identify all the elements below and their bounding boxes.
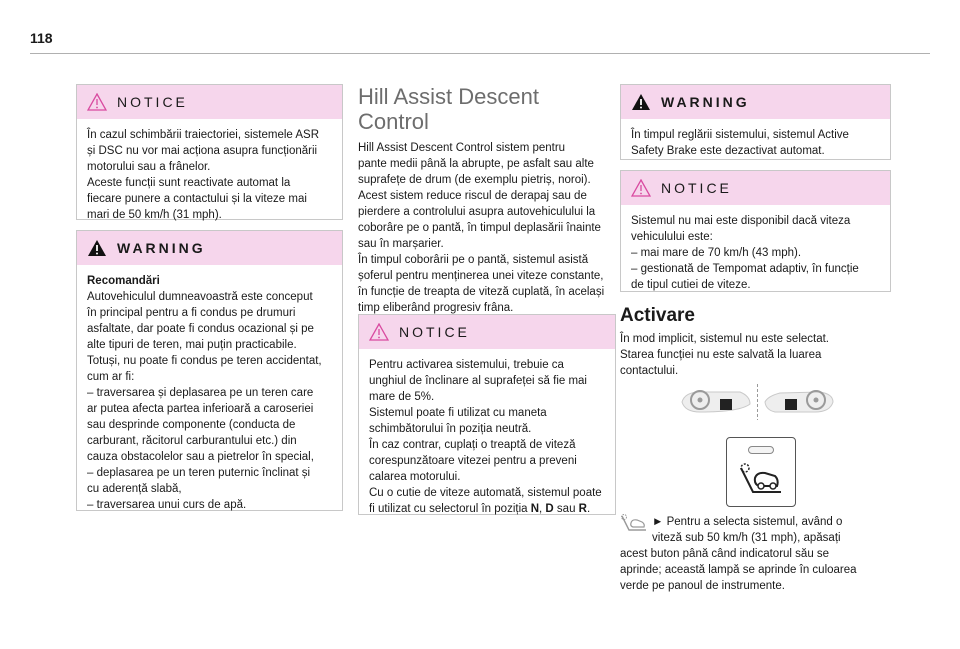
- text-line: Cu o cutie de viteze automată, sistemul poate: [369, 487, 602, 499]
- text-line: pierdere a controlului asupra autovehiculului la: [358, 206, 596, 218]
- text-line: În mod implicit, sistemul nu este selectat.: [620, 333, 829, 345]
- text-line: asfaltate, dar poate fi condus ocazional și pe: [87, 323, 314, 335]
- text-line: în funcție de treapta de viteză cuplată, în același: [358, 286, 605, 298]
- warning-triangle-icon: [631, 93, 651, 111]
- notice-label: NOTICE: [399, 324, 470, 340]
- notice-text: [621, 205, 890, 303]
- text-line: În caz contrar, cuplați o treaptă de viteză: [369, 439, 576, 451]
- indicator-lamp: [748, 446, 774, 454]
- text-line: Safety Brake este dezactivat automat.: [631, 145, 825, 157]
- section-title-line: Control: [358, 109, 429, 134]
- text-line: alte tipuri de teren, mai puțin practicabile.: [87, 339, 297, 351]
- notice-box-3: [620, 170, 891, 292]
- text-line: coborâre pe o pantă, în timpul deplasării înainte: [358, 222, 601, 234]
- text-line: ► Pentru a selecta sistemul, având o: [652, 516, 843, 528]
- warning-text: [621, 119, 890, 169]
- text-line: ar putea afecta partea inferioară a caroseriei: [87, 403, 314, 415]
- text-fragment: .: [586, 503, 591, 515]
- notice-label: NOTICE: [661, 180, 732, 196]
- text-line: cum ar fi:: [87, 371, 135, 383]
- text-line: schimbătorului în poziția neutră.: [369, 423, 532, 435]
- header-divider: [30, 53, 930, 54]
- text-line: unghiul de înclinare al suprafeței să fie mai: [369, 375, 587, 387]
- section-title: [358, 84, 628, 134]
- text-line: Starea funcției nu este salvată la luarea: [620, 349, 822, 361]
- instruction-text: [620, 514, 889, 594]
- notice-triangle-icon: [87, 93, 107, 111]
- text-fragment: fi utilizat cu selectorul în poziția: [369, 503, 531, 515]
- gear-position: N: [530, 503, 540, 515]
- hdc-button-illustration: [726, 437, 796, 507]
- text-line: sau desprinde componente (conducta de: [87, 419, 296, 431]
- text-line: suprafețe de drum (de exemplu pietriș, noroi).: [358, 174, 591, 186]
- text-line: Sistemul poate fi utilizat cu maneta: [369, 407, 547, 419]
- text-line: cu aderență slabă,: [87, 483, 182, 495]
- text-line: – mai mare de 70 km/h (43 mph).: [631, 247, 802, 259]
- text-line: În cazul schimbării traiectoriei, sistemele ASR: [87, 129, 319, 141]
- text-line: timp eliberând progresiv frâna.: [358, 302, 514, 314]
- warning-label: WARNING: [661, 94, 750, 110]
- page-number: 118: [30, 30, 53, 46]
- text-line: pante medii până la abrupte, pe asfalt sau alte: [358, 158, 594, 170]
- text-line: fiecare punere a contactului și la viteze mai: [87, 193, 307, 205]
- activare-heading: Activare: [620, 305, 695, 326]
- warning-triangle-icon: [87, 239, 107, 257]
- warning-header: [77, 231, 342, 265]
- hill-descent-icon: [735, 458, 785, 502]
- text-line: Sistemul nu mai este disponibil dacă viteza: [631, 215, 851, 227]
- notice-box-2: [358, 314, 616, 515]
- text-line: Autovehiculul dumneavoastră este conceput: [87, 291, 313, 303]
- text-line: în principal pentru a fi condus pe drumuri: [87, 307, 296, 319]
- notice-header: [359, 315, 615, 349]
- notice-header: [77, 85, 342, 119]
- warning-label: WARNING: [117, 240, 206, 256]
- text-line: acest buton până când indicatorul său se: [620, 548, 830, 560]
- text-line: În timpul reglării sistemului, sistemul Active: [631, 129, 849, 141]
- text-line: șoferul pentru menținerea unei viteze constante,: [358, 270, 604, 282]
- warning-text: [77, 265, 342, 523]
- text-line: – traversarea unui curs de apă.: [87, 499, 247, 511]
- text-line: vehiculului este:: [631, 231, 713, 243]
- text-line: cauza obstacolelor sau a pietrelor în special,: [87, 451, 314, 463]
- gear-position: D: [545, 503, 554, 515]
- text-line: – deplasarea pe un teren puternic înclinat și: [87, 467, 311, 479]
- text-line: și DSC nu vor mai acționa asupra funcționării: [87, 145, 318, 157]
- text-fragment: sau: [553, 503, 579, 515]
- text-line: calarea motorului.: [369, 471, 461, 483]
- notice-box-1: [76, 84, 343, 220]
- text-line: viteză sub 50 km/h (31 mph), apăsați: [652, 532, 841, 544]
- text-line: de tipul cutiei de viteze.: [631, 279, 751, 291]
- text-fragment: ,: [539, 503, 546, 515]
- text-line: Acest sistem reduce riscul de derapaj sau de: [358, 190, 587, 202]
- notice-label: NOTICE: [117, 94, 188, 110]
- text-line: mari de 50 km/h (31 mph).: [87, 209, 222, 221]
- text-line: corespunzătoare vitezei pentru a preveni: [369, 455, 577, 467]
- text-line: Pentru activarea sistemului, trebuie ca: [369, 359, 564, 371]
- text-line: Hill Assist Descent Control sistem pentru: [358, 142, 566, 154]
- notice-triangle-icon: [369, 323, 389, 341]
- gear-position: R: [578, 503, 587, 515]
- dashboard-illustration: [680, 382, 835, 422]
- section-body: [358, 140, 628, 316]
- text-line: – traversarea și deplasarea pe un teren care: [87, 387, 314, 399]
- warning-box-2: [620, 84, 891, 160]
- section-title-line: Hill Assist Descent: [358, 84, 539, 109]
- notice-triangle-icon: [631, 179, 651, 197]
- notice-text: [359, 349, 615, 527]
- text-line: [369, 501, 605, 517]
- text-line: motorului sau a frânelor.: [87, 161, 211, 173]
- text-line: verde pe panoul de instrumente.: [620, 580, 785, 592]
- text-line: aprinde; această lampă se aprinde în culoarea: [620, 564, 857, 576]
- text-line: În timpul coborârii pe o pantă, sistemul asistă: [358, 254, 589, 266]
- notice-header: [621, 171, 890, 205]
- text-line: – gestionată de Tempomat adaptiv, în funcție: [631, 263, 859, 275]
- text-line: contactului.: [620, 365, 679, 377]
- warning-header: [621, 85, 890, 119]
- notice-text: [77, 119, 342, 233]
- text-line: carburant, răcitorul carburantului etc.) din: [87, 435, 297, 447]
- warning-heading: Recomandări: [87, 275, 160, 287]
- text-line: sau în marșarier.: [358, 238, 444, 250]
- activare-body: [620, 331, 889, 379]
- text-line: Totuși, nu poate fi condus pe teren accidentat,: [87, 355, 322, 367]
- text-line: Aceste funcții sunt reactivate automat la: [87, 177, 291, 189]
- text-line: mare de 5%.: [369, 391, 435, 403]
- warning-box-1: [76, 230, 343, 511]
